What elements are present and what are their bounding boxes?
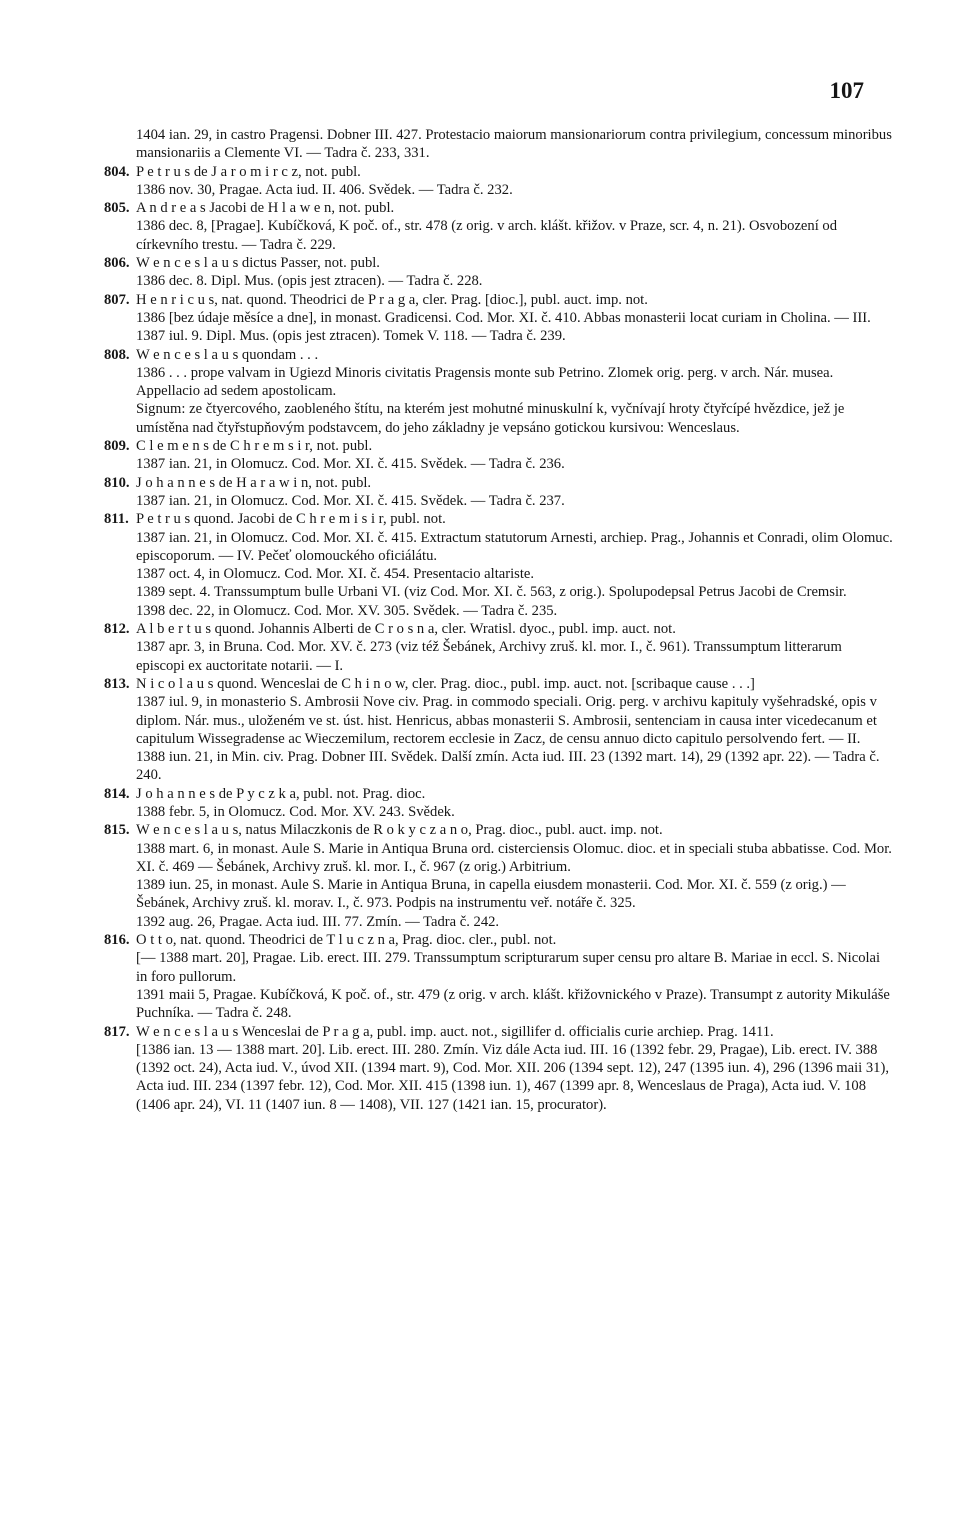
notary-entry <box>104 437 894 474</box>
entry-heading: N i c o l a u s quond. Wenceslai de C h i n o w, cler. Prag. dioc., publ. imp. auct. not. [scribaque cause . . .] <box>136 675 755 692</box>
entry-number: 817. <box>104 1023 130 1040</box>
entry-record: 1386 nov. 30, Pragae. Acta iud. II. 406. Svědek. — Tadra č. 232. <box>136 181 513 198</box>
notary-entry <box>104 346 894 437</box>
notary-entry <box>104 510 897 620</box>
entry-heading: W e n c e s l a u s dictus Passer, not. publ. <box>136 255 380 272</box>
entry-record: [— 1388 mart. 20], Pragae. Lib. erect. III. 279. Transsumptum scripturarum super censu pro altare B. Mariae in eccl. S. Nicolai in foro pullorum. <box>136 950 884 985</box>
entry-record: [1386 ian. 13 — 1388 mart. 20]. Lib. erect. III. 280. Zmín. Viz dále Acta iud. III. 16 (1392 febr. 29, Pragae), Lib. erect. IV. 388 (1392 oct. 24), Acta iud. V., úvod XII. (1394 mart. 9), Cod. Mor. XII. 206 (1394 sept. 12), 247 (1395 iun. 4), 296 (1396 maii 31), Acta iud. III. 234 (1397 febr. 12), Cod. Mor. XII. 415 (1398 iun. 1), 467 (1399 apr. 8, Wenceslaus de Praga), Acta iud. V. 108 (1406 apr. 24), VI. 11 (1407 iun. 8 — 1408), VII. 127 (1421 ian. 15, procurator). <box>136 1041 892 1113</box>
entry-number: 807. <box>104 291 130 308</box>
entry-heading: H e n r i c u s, nat. quond. Theodrici de P r a g a, cler. Prag. [dioc.], publ. auct. imp. not. <box>136 291 648 308</box>
entry-record: 1398 dec. 22, in Olomucz. Cod. Mor. XV. 305. Svědek. — Tadra č. 235. <box>136 602 558 619</box>
entry-record: 1387 apr. 3, in Bruna. Cod. Mor. XV. č. 273 (viz též Šebánek, Archivy zruš. kl. mor. I., č. 961). Transsumptum litterarum episcopi ex auctoritate notarii. — I. <box>136 639 846 674</box>
entry-heading: 1404 ian. 29, in castro Pragensi. Dobner III. 427. Protestacio maiorum mansionariorum contra privilegium, concessum minoribus mansionariis a Clemente VI. — Tadra č. 233, 331. <box>136 127 896 162</box>
entry-number: 812. <box>104 621 130 638</box>
page-number: 107 <box>829 78 864 103</box>
notary-entry <box>104 821 894 931</box>
entry-number: 813. <box>104 675 130 692</box>
entry-heading: J o h a n n e s de P y c z k a, publ. not. Prag. dioc. <box>136 785 426 802</box>
entry-number: 810. <box>104 474 130 491</box>
notary-entry <box>104 199 894 254</box>
entry-record: 1387 iul. 9. Dipl. Mus. (opis jest ztracen). Tomek V. 118. — Tadra č. 239. <box>136 328 566 345</box>
entry-record: 1387 ian. 21, in Olomucz. Cod. Mor. XI. č. 415. Svědek. — Tadra č. 237. <box>136 492 565 509</box>
entry-number: 814. <box>104 785 130 802</box>
entry-number: 809. <box>104 438 130 455</box>
notary-entry <box>104 931 894 1022</box>
entry-heading: W e n c e s l a u s, natus Milaczkonis de R o k y c z a n o, Prag. dioc., publ. auct. imp. not. <box>136 822 663 839</box>
entry-record: 1386 dec. 8. Dipl. Mus. (opis jest ztracen). — Tadra č. 228. <box>136 273 483 290</box>
entry-record: 1386 . . . prope valvam in Ugiezd Minoris civitatis Pragensis monte sub Petrino. Zlomek orig. perg. v arch. Nár. musea. Appellacio ad sedem apostolicam. <box>136 364 837 400</box>
notary-entry <box>104 254 894 291</box>
entry-record: 1389 sept. 4. Transsumptum bulle Urbani VI. (viz Cod. Mor. XI. č. 563, z orig.). Spolupodepsal Petrus Jacobi de Cremsir. <box>136 584 847 601</box>
notary-entry <box>104 785 894 822</box>
entry-number: 811. <box>104 511 129 528</box>
entry-heading: W e n c e s l a u s Wenceslai de P r a g a, publ. imp. auct. not., sigillifer d. officialis curie archiep. Prag. 1411. <box>136 1023 774 1040</box>
entry-record: 1392 aug. 26, Pragae. Acta iud. III. 77. Zmín. — Tadra č. 242. <box>136 913 500 930</box>
entry-heading: A l b e r t u s quond. Johannis Alberti de C r o s n a, cler. Wratisl. dyoc., publ. imp. auct. not. <box>136 621 676 638</box>
entry-heading: W e n c e s l a u s quondam . . . <box>136 346 319 363</box>
entry-heading: J o h a n n e s de H a r a w i n, not. publ. <box>136 474 372 491</box>
notary-entry <box>104 126 894 163</box>
notary-entry <box>104 675 894 785</box>
entry-record: 1387 ian. 21, in Olomucz. Cod. Mor. XI. č. 415. Extractum statutorum Arnesti, archiep. Prag., Johannis et Conradi, olim Olomuc. episcoporum. — IV. Pečeť olomouckého oficiálátu. <box>136 529 897 564</box>
entry-record: 1388 mart. 6, in monast. Aule S. Marie in Antiqua Bruna ord. cisterciensis Olomuc. dioc. et in speciali stuba abbatisse. Cod. Mor. XI. č. 469 — Šebánek, Archivy zruš. kl. mor. I., č. 967 (z orig.) Arbitrium. <box>136 840 896 875</box>
entry-heading: P e t r u s quond. Jacobi de C h r e m i s i r, publ. not. <box>136 511 446 528</box>
notary-entry <box>104 1023 894 1114</box>
entry-number: 805. <box>104 200 130 217</box>
entry-record: 1387 iul. 9, in monasterio S. Ambrosii Nove civ. Prag. in commodo speciali. Orig. perg. v archivu kapituly vyšehradské, opis v diplom. Nár. mus., uloženém ve st. úst. hist. Henricus, abbas monasterii S. Ambrosii, sentenciam in causa inter vicedecanum et capitulum Wissegradense ac Wieczemilum, rectorem ecclesie in Zacz, de censu annuo dicto capitulo persolvendo fert. — II. <box>136 694 881 747</box>
entry-number: 808. <box>104 346 130 363</box>
entry-record: 1386 dec. 8, [Pragae]. Kubíčková, K poč. of., str. 478 (z orig. v arch. klášt. křižov. v Praze, scr. 4, n. 21). Osvobození od církevního trestu. — Tadra č. 229. <box>136 218 841 253</box>
notary-entry <box>104 291 894 346</box>
entry-number: 804. <box>104 163 130 180</box>
entry-record: 1388 iun. 21, in Min. civ. Prag. Dobner III. Svědek. Další zmín. Acta iud. III. 23 (1392 mart. 14), 29 (1392 apr. 22). — Tadra č. 240. <box>136 749 884 784</box>
entry-record: 1389 iun. 25, in monast. Aule S. Marie in Antiqua Bruna, in capella eiusdem monasterii. Cod. Mor. XI. č. 559 (z orig.) — Šebánek, Archivy zruš. kl. morav. I., č. 973. Podpis na instrumentu veř. notáře č. 325. <box>136 877 850 912</box>
entry-record: 1388 febr. 5, in Olomucz. Cod. Mor. XV. 243. Svědek. <box>136 803 455 820</box>
notary-entry <box>104 474 894 511</box>
entry-record: 1391 maii 5, Pragae. Kubíčková, K poč. of., str. 479 (z orig. v arch. klášt. křižovnického v Praze). Transumpt z autority Mikuláše Puchníka. — Tadra č. 248. <box>136 986 894 1022</box>
entry-record: Signum: ze čtyercového, zaobleného štítu, na kterém jest mohutné minuskulní k, vyčnívají hroty čtyřcípé hvězdice, jež je umístěna nad čtyřstupňovým podstavcem, do jeho základny je vepsáno gotickou kursivou: Wenceslaus. <box>136 401 849 436</box>
entry-record: 1387 ian. 21, in Olomucz. Cod. Mor. XI. č. 415. Svědek. — Tadra č. 236. <box>136 456 565 473</box>
entry-heading: O t t o, nat. quond. Theodrici de T l u c z n a, Prag. dioc. cler., publ. not. <box>136 932 557 949</box>
entry-record: 1387 oct. 4, in Olomucz. Cod. Mor. XI. č. 454. Presentacio altariste. <box>136 566 535 583</box>
document-body <box>104 126 897 1114</box>
entry-heading: A n d r e a s Jacobi de H l a w e n, not. publ. <box>136 200 395 217</box>
entry-number: 806. <box>104 255 130 272</box>
entry-number: 815. <box>104 822 130 839</box>
notary-entry <box>104 163 894 200</box>
notary-entry <box>104 620 894 675</box>
entry-heading: P e t r u s de J a r o m i r c z, not. publ. <box>136 163 361 180</box>
entry-heading: C l e m e n s de C h r e m s i r, not. publ. <box>136 438 373 455</box>
entry-number: 816. <box>104 932 130 949</box>
entry-record: 1386 [bez údaje měsíce a dne], in monast. Gradicensi. Cod. Mor. XI. č. 410. Abbas monasterii locat curiam in Cholina. — III. <box>136 309 871 326</box>
